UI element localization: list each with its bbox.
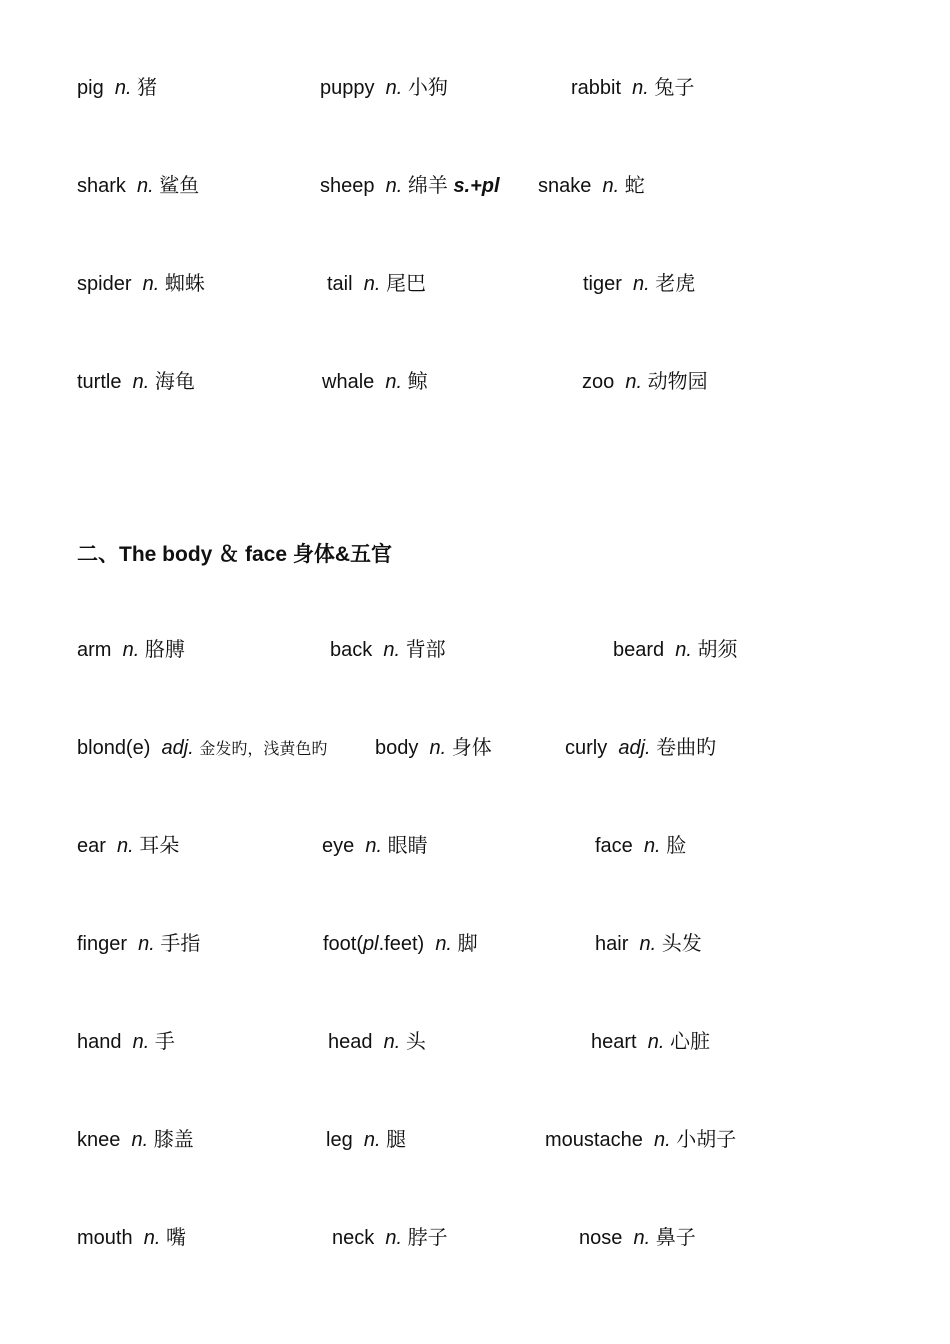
chinese-meaning: 心脏 <box>669 1031 710 1053</box>
english-word: neck <box>332 1227 375 1249</box>
part-of-speech: n. <box>435 933 452 955</box>
part-of-speech: n. <box>383 1031 401 1053</box>
vocab-entry <box>77 934 200 954</box>
vocab-entry <box>595 836 686 856</box>
chinese-meaning: 老虎 <box>655 273 696 295</box>
english-word: head <box>328 1031 373 1053</box>
english-word: beard <box>613 639 665 661</box>
chinese-meaning: 嘴 <box>165 1227 186 1249</box>
part-of-speech: n. <box>137 175 154 197</box>
part-of-speech: n. <box>639 933 657 955</box>
chinese-meaning: 手指 <box>160 933 201 955</box>
vocab-entry <box>326 1130 406 1150</box>
english-word: spider <box>77 273 132 295</box>
part-of-speech: n. <box>385 77 403 99</box>
part-of-speech: n. <box>114 77 132 99</box>
chinese-meaning: 身体 <box>451 737 492 759</box>
chinese-meaning: 膝盖 <box>153 1129 194 1151</box>
vocab-entry <box>77 1130 194 1150</box>
chinese-meaning: 脚 <box>457 933 478 955</box>
part-of-speech: n. <box>383 639 401 661</box>
vocab-entry <box>579 1228 696 1248</box>
chinese-meaning: 手 <box>154 1031 175 1053</box>
chinese-meaning: 小胡子 <box>676 1129 737 1151</box>
vocab-entry <box>77 1032 175 1052</box>
chinese-meaning: 金发旳，浅黄色旳 <box>199 739 328 758</box>
chinese-meaning: 头 <box>405 1031 426 1053</box>
part-of-speech: n. <box>365 835 383 857</box>
chinese-meaning: 海龟 <box>154 371 195 393</box>
english-word: eye <box>322 835 355 857</box>
part-of-speech: adj. <box>618 737 651 759</box>
vocab-entry <box>77 176 199 196</box>
english-word: turtle <box>77 371 122 393</box>
vocab-entry <box>538 176 645 196</box>
part-of-speech: n. <box>142 273 160 295</box>
chinese-meaning: 鲸 <box>407 371 428 393</box>
english-word: leg <box>326 1129 353 1151</box>
english-word: whale <box>322 371 375 393</box>
part-of-speech: n. <box>132 371 150 393</box>
vocab-entry <box>375 738 492 758</box>
part-of-speech: n. <box>632 77 649 99</box>
vocab-entry <box>582 372 708 392</box>
english-word: knee <box>77 1129 121 1151</box>
english-word: hair <box>595 933 629 955</box>
chinese-meaning: 背部 <box>405 639 446 661</box>
part-of-speech: n. <box>122 639 140 661</box>
english-word: puppy <box>320 77 375 99</box>
english-word: body <box>375 737 419 759</box>
chinese-meaning: 耳朵 <box>139 835 180 857</box>
english-word: back <box>330 639 373 661</box>
vocab-entry <box>591 1032 710 1052</box>
part-of-speech: n. <box>143 1227 161 1249</box>
english-word: tiger <box>583 273 622 295</box>
part-of-speech: n. <box>633 1227 651 1249</box>
english-word: shark <box>77 175 126 197</box>
vocab-entry <box>327 274 426 294</box>
part-of-speech: n. <box>138 933 155 955</box>
part-of-speech: n. <box>633 273 650 295</box>
english-word: nose <box>579 1227 623 1249</box>
vocab-entry <box>77 78 157 98</box>
chinese-meaning: 卷曲旳 <box>656 737 717 759</box>
part-of-speech: n. <box>429 737 447 759</box>
chinese-meaning: 鼻子 <box>655 1227 696 1249</box>
english-word: moustache <box>545 1129 643 1151</box>
vocab-entry <box>77 836 179 856</box>
part-of-speech: n. <box>625 371 643 393</box>
vocab-entry <box>77 372 195 392</box>
vocab-entry <box>328 1032 426 1052</box>
vocab-entry <box>77 274 205 294</box>
english-word: sheep <box>320 175 375 197</box>
vocab-entry <box>320 176 500 196</box>
part-of-speech: n. <box>131 1129 149 1151</box>
english-word: face <box>595 835 633 857</box>
chinese-meaning: 蜘蛛 <box>164 273 205 295</box>
english-word: finger <box>77 933 128 955</box>
plural-abbrev: pl <box>363 933 379 955</box>
english-word: heart <box>591 1031 637 1053</box>
vocab-entry <box>77 640 185 660</box>
vocab-entry <box>322 372 428 392</box>
english-word: mouth <box>77 1227 133 1249</box>
chinese-meaning: 尾巴 <box>385 273 426 295</box>
vocab-entry <box>320 78 448 98</box>
vocab-entry <box>77 1228 186 1248</box>
english-word: tail <box>327 273 353 295</box>
section-heading: 二、The body ＆ face 身体&五官 <box>77 543 393 566</box>
chinese-meaning: 绵羊 <box>407 175 448 197</box>
chinese-meaning: 蛇 <box>624 175 645 197</box>
vocab-entry <box>323 934 478 954</box>
part-of-speech: n. <box>602 175 620 197</box>
part-of-speech: n. <box>385 1227 403 1249</box>
part-of-speech: n. <box>653 1129 671 1151</box>
chinese-meaning: 胳膊 <box>144 639 185 661</box>
chinese-meaning: 兔子 <box>654 77 695 99</box>
chinese-meaning: 脸 <box>666 835 687 857</box>
english-word: pig <box>77 77 104 99</box>
part-of-speech: n. <box>132 1031 150 1053</box>
plural-note: s.+pl <box>453 175 500 197</box>
chinese-meaning: 头发 <box>661 933 702 955</box>
vocab-entry <box>565 738 716 758</box>
chinese-meaning: 小狗 <box>407 77 448 99</box>
chinese-meaning: 鲨鱼 <box>159 175 200 197</box>
part-of-speech: n. <box>385 175 403 197</box>
english-word: zoo <box>582 371 615 393</box>
vocab-entry <box>583 274 695 294</box>
english-word: ear <box>77 835 106 857</box>
part-of-speech: n. <box>675 639 692 661</box>
english-word: hand <box>77 1031 122 1053</box>
part-of-speech: n. <box>385 371 403 393</box>
vocab-entry <box>571 78 694 98</box>
chinese-meaning: 动物园 <box>647 371 708 393</box>
part-of-speech: n. <box>363 273 381 295</box>
vocab-entry <box>77 738 327 758</box>
english-word: snake <box>538 175 592 197</box>
english-word-plural: .feet) <box>378 933 425 955</box>
english-word: curly <box>565 737 608 759</box>
vocab-entry <box>613 640 738 660</box>
english-word: blond(e) <box>77 737 151 759</box>
part-of-speech: n. <box>647 1031 665 1053</box>
chinese-meaning: 猪 <box>137 77 158 99</box>
chinese-meaning: 眼睛 <box>387 835 428 857</box>
part-of-speech: n. <box>643 835 661 857</box>
vocab-entry <box>332 1228 448 1248</box>
vocab-entry <box>595 934 702 954</box>
chinese-meaning: 腿 <box>386 1129 407 1151</box>
vocab-entry <box>322 836 428 856</box>
part-of-speech: n. <box>363 1129 381 1151</box>
english-word: foot( <box>323 933 364 955</box>
vocab-entry <box>545 1130 736 1150</box>
english-word: arm <box>77 639 112 661</box>
part-of-speech: adj. <box>161 737 194 759</box>
english-word: rabbit <box>571 77 622 99</box>
chinese-meaning: 脖子 <box>407 1227 448 1249</box>
vocab-entry <box>330 640 446 660</box>
chinese-meaning: 胡须 <box>697 639 738 661</box>
part-of-speech: n. <box>117 835 134 857</box>
